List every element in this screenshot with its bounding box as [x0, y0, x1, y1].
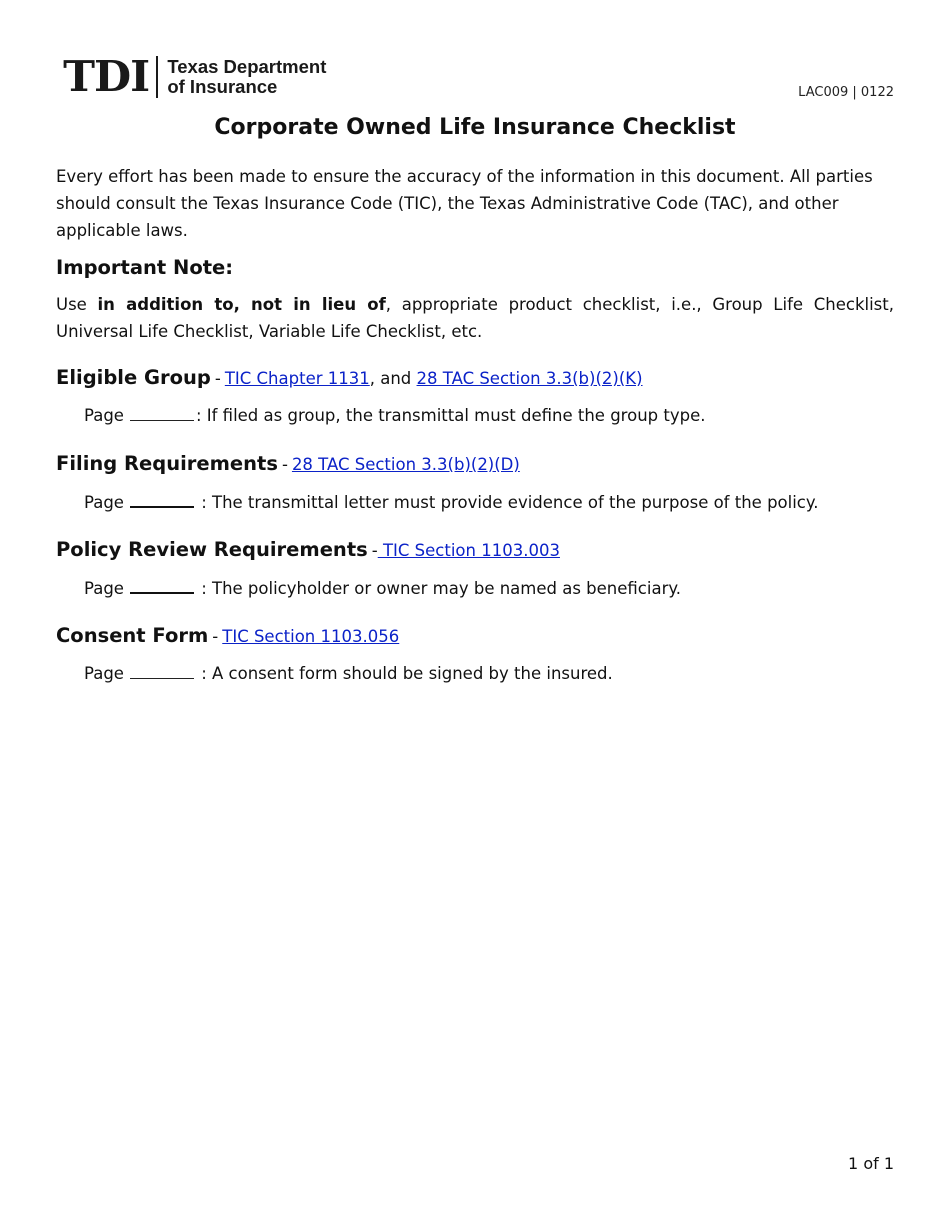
page-number: 1 of 1 [848, 1154, 894, 1173]
requirement-text: : A consent form should be signed by the insured. [195, 664, 613, 683]
note-prefix: Use [56, 295, 98, 314]
section-title: Policy Review Requirements [56, 538, 368, 561]
link-joiner: , and [369, 369, 417, 388]
logo-divider [156, 56, 158, 98]
note-emphasis: in addition to, not in lieu of [97, 295, 386, 314]
requirement-consent-form [84, 664, 613, 683]
section-eligible-group [56, 366, 643, 389]
requirement-filing [84, 492, 819, 512]
page-label: Page [84, 579, 124, 598]
logo-mark: TDI [63, 52, 150, 101]
page-title: Corporate Owned Life Insurance Checklist [214, 115, 736, 140]
form-code: LAC009 | 0122 [798, 85, 894, 100]
section-title: Filing Requirements [56, 452, 278, 475]
section-consent-form [56, 624, 399, 647]
note-suffix: , appropriate product checklist, i.e., Group Life Checklist, Universal Life Checklist, Variable Life Checklist, etc. [56, 295, 894, 341]
requirement-policy-review [84, 578, 681, 598]
important-note-body [56, 291, 894, 345]
intro-paragraph: Every effort has been made to ensure the accuracy of the information in this document. All parties should consult the Texas Insurance Code (TIC), the Texas Administrative Code (TAC), and other applicable laws. [56, 167, 873, 240]
logo-line-2: of Insurance [167, 76, 278, 97]
requirement-text: : The policyholder or owner may be named as beneficiary. [195, 579, 682, 598]
section-filing-requirements [56, 452, 520, 475]
page-label: Page [84, 493, 124, 512]
logo-text [167, 57, 326, 97]
page-number-blank[interactable] [130, 578, 194, 594]
page-number-blank[interactable] [130, 664, 194, 679]
page-number-blank[interactable] [130, 492, 194, 508]
requirement-eligible-group [84, 406, 705, 425]
link-28-tac-3-3-b-2-k[interactable]: 28 TAC Section 3.3(b)(2)(K) [416, 369, 643, 388]
section-policy-review [56, 538, 560, 561]
tdi-logo [63, 52, 327, 101]
link-tic-1103-003[interactable]: TIC Section 1103.003 [377, 541, 560, 560]
requirement-text: : The transmittal letter must provide evidence of the purpose of the policy. [195, 493, 819, 512]
section-title: Eligible Group [56, 366, 211, 389]
section-title: Consent Form [56, 624, 209, 647]
section-dash: - [214, 369, 221, 388]
important-note-heading: Important Note: [56, 256, 234, 279]
logo-line-1: Texas Department [167, 56, 327, 77]
link-tic-1103-056[interactable]: TIC Section 1103.056 [222, 627, 400, 646]
link-tic-chapter-1131[interactable]: TIC Chapter 1131 [224, 369, 370, 388]
requirement-text: : If filed as group, the transmittal must define the group type. [195, 406, 706, 425]
page-number-blank[interactable] [130, 406, 194, 421]
page-label: Page [84, 406, 124, 425]
link-28-tac-3-3-b-2-d[interactable]: 28 TAC Section 3.3(b)(2)(D) [291, 455, 520, 474]
section-dash: - [281, 455, 288, 474]
page-label: Page [84, 664, 124, 683]
section-dash: - [371, 541, 378, 560]
section-dash: - [212, 627, 219, 646]
